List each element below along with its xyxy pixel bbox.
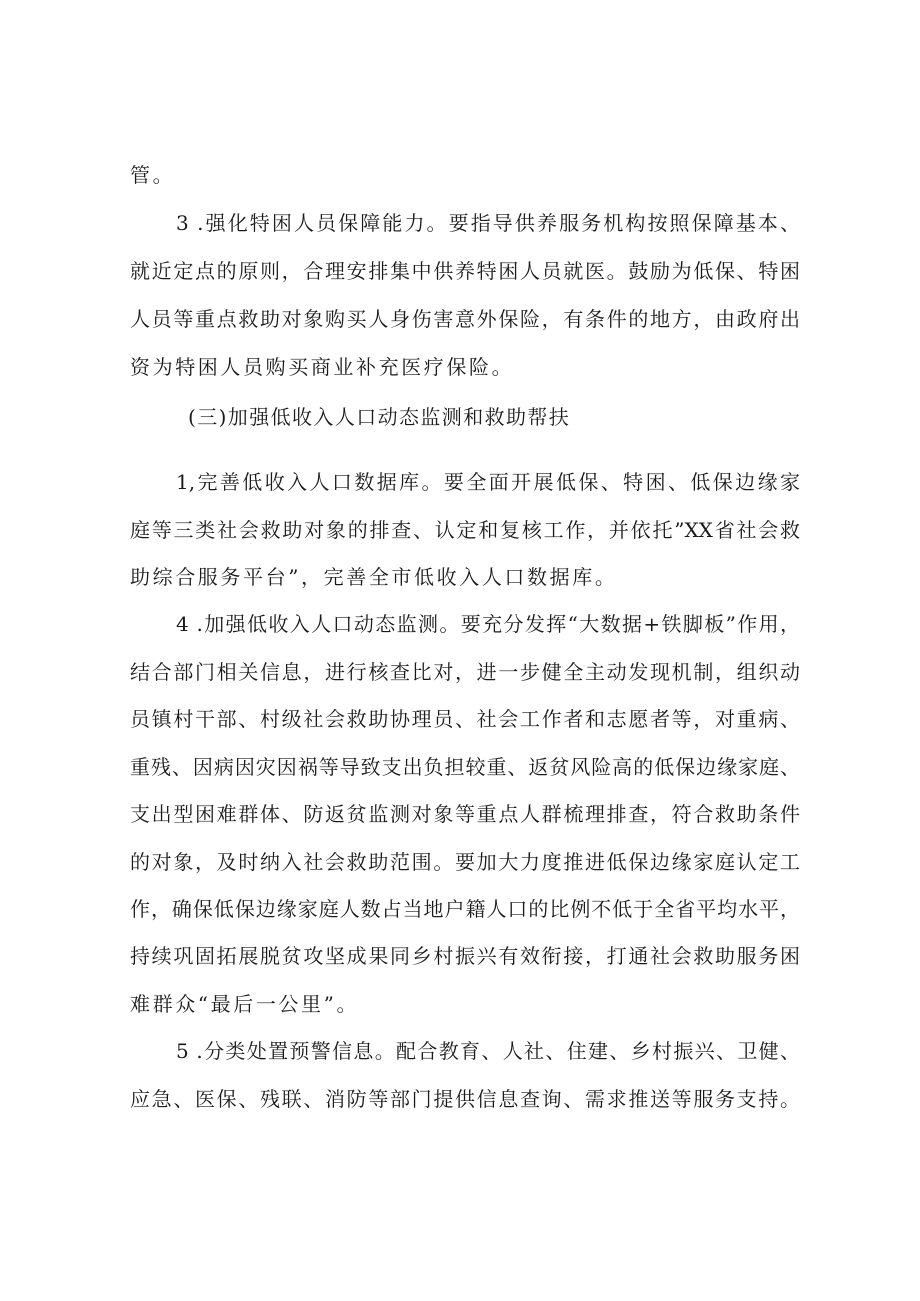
- paragraph-line: 1,完善低收入人口数据库。要全面开展低保、特困、低保边缘家: [176, 470, 800, 494]
- paragraph-line: 作，确保低保边缘家庭人数占当地户籍人口的比例不低于全省平均水平，: [130, 897, 800, 921]
- paragraph-line: 4 .加强低收入人口动态监测。要充分发挥“大数据+铁脚板”作用，: [176, 612, 800, 636]
- paragraph-line: 重残、因病因灾因祸等导致支出负担较重、返贫风险高的低保边缘家庭、: [130, 755, 800, 779]
- paragraph-line: 资为特困人员购买商业补充医疗保险。: [130, 355, 515, 379]
- paragraph-line: 难群众“最后一公里”。: [130, 992, 360, 1016]
- paragraph-line: 结合部门相关信息，进行核查比对，进一步健全主动发现机制，组织动: [130, 660, 800, 684]
- paragraph-line: 支出型困难群体、防返贫监测对象等重点人群梳理排查，符合救助条件: [130, 802, 800, 826]
- paragraph-line: 3 .强化特困人员保障能力。要指导供养服务机构按照保障基本、: [176, 211, 800, 235]
- paragraph-line: 应急、医保、残联、消防等部门提供信息查询、需求推送等服务支持。: [130, 1087, 800, 1111]
- paragraph-line: 5 .分类处置预警信息。配合教育、人社、住建、乡村振兴、卫健、: [176, 1039, 800, 1063]
- paragraph-line: 人员等重点救助对象购买人身伤害意外保险，有条件的地方，由政府出: [130, 307, 800, 331]
- paragraph-line: 员镇村干部、村级社会救助协理员、社会工作者和志愿者等，对重病、: [130, 707, 800, 731]
- paragraph-line: 持续巩固拓展脱贫攻坚成果同乡村振兴有效衔接，打通社会救助服务困: [130, 944, 800, 968]
- section-heading: (三)加强低收入人口动态监测和救助帮扶: [188, 405, 571, 429]
- paragraph-line: 庭等三类社会救助对象的排查、认定和复核工作，并依托”XX省社会救: [130, 518, 800, 542]
- paragraph-line: 助综合服务平台”，完善全市低收入人口数据库。: [130, 565, 618, 589]
- paragraph-line: 管。: [130, 163, 176, 187]
- paragraph-line: 的对象，及时纳入社会救助范围。要加大力度推进低保边缘家庭认定工: [130, 850, 800, 874]
- paragraph-line: 就近定点的原则，合理安排集中供养特困人员就医。鼓励为低保、特困: [130, 259, 800, 283]
